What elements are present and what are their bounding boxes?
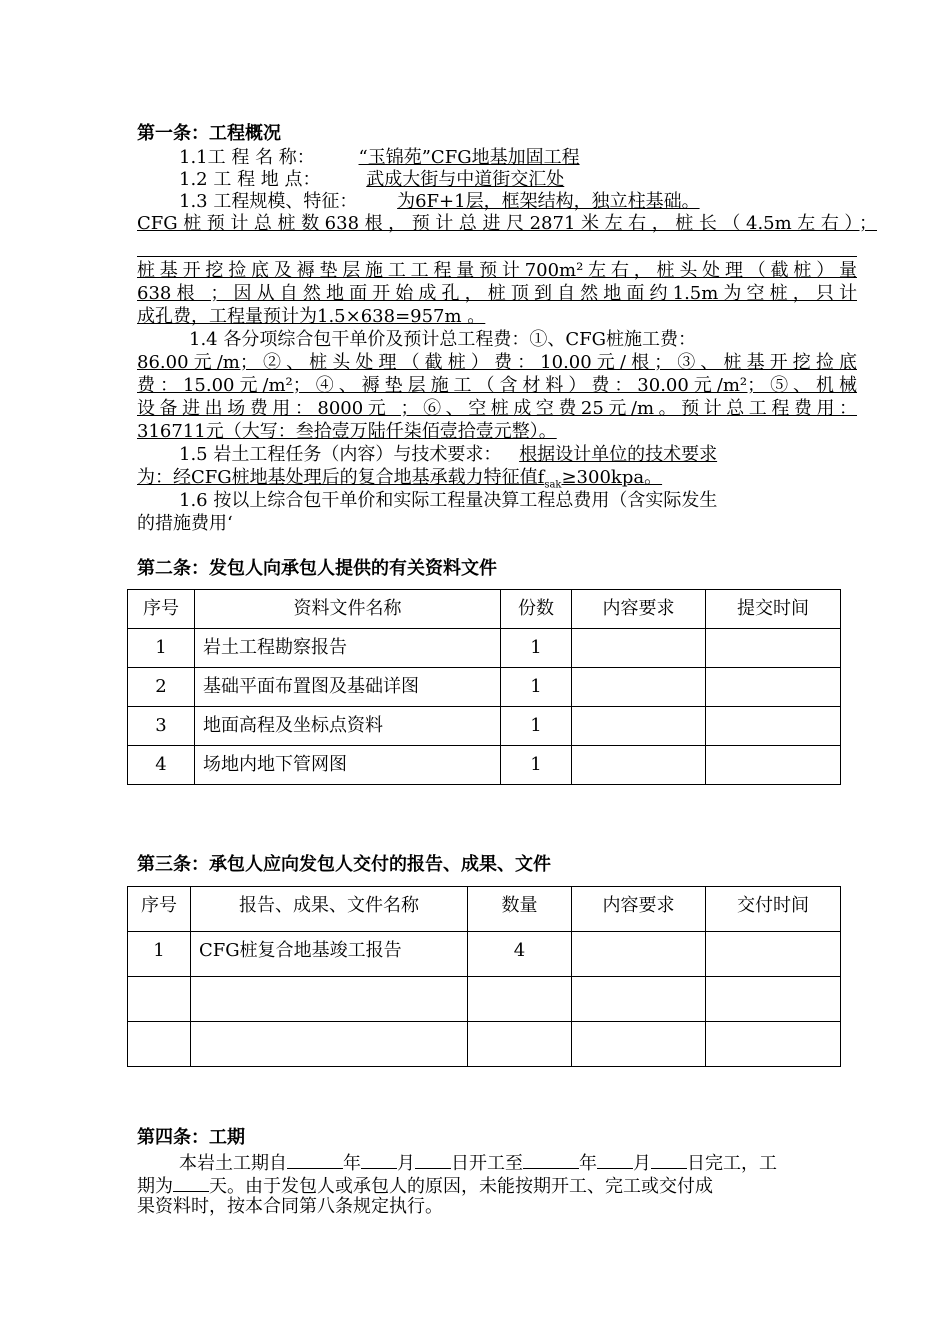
row-content-req: [572, 668, 706, 707]
price-line-5: 316711元（大写：叁拾壹万陆仟柒佰壹拾壹元整）。: [137, 421, 557, 442]
row-copies: 1: [501, 668, 572, 707]
row-submit-time: [706, 746, 841, 785]
end-year-blank[interactable]: [523, 1150, 579, 1169]
row-index: 2: [128, 668, 195, 707]
schedule-line-3: 果资料时，按本合同第八条规定执行。: [137, 1196, 443, 1217]
header-delivery-time: 交付时间: [706, 887, 841, 932]
settlement-line-1: 1.6 按以上综合包干单价和实际工程量决算工程总费用（含实际发生: [179, 490, 718, 511]
excavation-line-2: 638根 ；因从自然地面开始成孔，桩顶到自然地面约1.5m为空桩，只计: [137, 283, 857, 304]
table-row: [128, 746, 841, 785]
project-scale-label: 1.3 工程规模、特征：: [179, 191, 358, 212]
article-1-heading: 第一条：工程概况: [137, 123, 281, 144]
year-label: 年: [343, 1153, 361, 1174]
schedule-line-2: [137, 1173, 857, 1198]
row-index: [128, 977, 191, 1022]
schedule-line-1: [137, 1150, 857, 1175]
row-delivery-time: [706, 932, 841, 977]
excavation-line-3: 成孔费，工程量预计为1.5×638=957m 。: [137, 306, 486, 327]
excavation-line-1: 桩基开挖捡底及褥垫层施工工程量预计700m²左右，桩头处理（截桩）量: [137, 260, 857, 281]
project-name-value: “玉锦苑”CFG地基加固工程: [358, 147, 580, 168]
row-content-req: [572, 932, 706, 977]
tech-requirement-line-1: [137, 444, 857, 466]
end-month-blank[interactable]: [597, 1150, 633, 1169]
project-name-line: [137, 147, 857, 169]
row-index: 1: [128, 629, 195, 668]
header-index: 序号: [128, 887, 191, 932]
settlement-line-2: 的措施费用‘: [137, 513, 233, 534]
row-report-name: [191, 1022, 468, 1067]
row-delivery-time: [706, 977, 841, 1022]
project-scale-value: 为6F+1层，框架结构，独立柱基础。: [397, 191, 700, 212]
tech-requirement-label: 1.5 岩土工程任务（内容）与技术要求：: [179, 444, 502, 465]
header-index: 序号: [128, 590, 195, 629]
deliverables-table: [127, 886, 841, 1067]
row-report-name: CFG桩复合地基竣工报告: [191, 932, 468, 977]
table-row: [128, 668, 841, 707]
row-submit-time: [706, 668, 841, 707]
row-submit-time: [706, 707, 841, 746]
row-content-req: [572, 746, 706, 785]
schedule-text: 日完工，工: [687, 1153, 777, 1174]
row-report-name: [191, 977, 468, 1022]
project-scale-line: [137, 191, 857, 213]
schedule-text: 本岩土工期自: [179, 1153, 287, 1174]
price-line-1: 1.4 各分项综合包干单价及预计总工程费：①、CFG桩施工费：: [189, 329, 696, 350]
table-row: [128, 977, 841, 1022]
provided-documents-table: [127, 589, 841, 785]
month-label: 月: [397, 1153, 415, 1174]
row-quantity: [468, 1022, 572, 1067]
header-content-req: 内容要求: [572, 887, 706, 932]
row-content-req: [572, 629, 706, 668]
tech-requirement-value: 根据设计单位的技术要求: [519, 444, 718, 465]
duration-days-blank[interactable]: [173, 1173, 209, 1192]
row-doc-name: 岩土工程勘察报告: [195, 629, 501, 668]
header-quantity: 数量: [468, 887, 572, 932]
schedule-text: 天。由于发包人或承包人的原因，未能按期开工、完工或交付成: [209, 1176, 713, 1197]
tech-requirement-line-2: 为：经CFG桩地基处理后的复合地基承载力特征值$f_{sak}\ge 300kpa$。: [137, 467, 663, 491]
header-report-name: 报告、成果、文件名称: [191, 887, 468, 932]
row-copies: 1: [501, 707, 572, 746]
start-month-blank[interactable]: [361, 1150, 397, 1169]
header-copies: 份数: [501, 590, 572, 629]
table-row: [128, 629, 841, 668]
row-delivery-time: [706, 1022, 841, 1067]
row-index: 4: [128, 746, 195, 785]
project-name-label: 1.1工 程 名 称：: [179, 147, 315, 168]
header-submit-time: 提交时间: [706, 590, 841, 629]
table-header-row: [128, 590, 841, 629]
row-content-req: [572, 977, 706, 1022]
row-quantity: [468, 977, 572, 1022]
project-location-line: [137, 169, 857, 191]
row-copies: 1: [501, 629, 572, 668]
month-label: 月: [633, 1153, 651, 1174]
table-row: [128, 1022, 841, 1067]
header-doc-name: 资料文件名称: [195, 590, 501, 629]
blank-underline: [137, 256, 857, 257]
row-index: [128, 1022, 191, 1067]
table-row: [128, 932, 841, 977]
row-submit-time: [706, 629, 841, 668]
row-copies: 1: [501, 746, 572, 785]
table-header-row: [128, 887, 841, 932]
year-label: 年: [579, 1153, 597, 1174]
row-content-req: [572, 707, 706, 746]
row-doc-name: 基础平面布置图及基础详图: [195, 668, 501, 707]
article-2-heading: 第二条：发包人向承包人提供的有关资料文件: [137, 558, 497, 579]
start-day-blank[interactable]: [415, 1150, 451, 1169]
table-row: [128, 707, 841, 746]
project-location-value: 武成大街与中道街交汇处: [366, 169, 565, 190]
row-content-req: [572, 1022, 706, 1067]
price-line-4: 设备进出场费用：8000元 ；⑥、空桩成空费25元/m。预计总工程费用：: [137, 398, 857, 419]
row-index: 1: [128, 932, 191, 977]
start-year-blank[interactable]: [287, 1150, 343, 1169]
header-content-req: 内容要求: [572, 590, 706, 629]
project-location-label: 1.2 工 程 地 点：: [179, 169, 321, 190]
schedule-text: 期为: [137, 1176, 173, 1197]
row-index: 3: [128, 707, 195, 746]
row-doc-name: 场地内地下管网图: [195, 746, 501, 785]
row-doc-name: 地面高程及坐标点资料: [195, 707, 501, 746]
article-3-heading: 第三条：承包人应向发包人交付的报告、成果、文件: [137, 854, 551, 875]
price-line-2: 86.00元/m；②、桩头处理（截桩）费：10.00元/根；③、桩基开挖捡底: [137, 352, 857, 373]
schedule-text: 日开工至: [451, 1153, 523, 1174]
pile-summary-line: CFG桩预计总桩数638根，预计总进尺2871米左右，桩长（4.5m左右）；: [137, 213, 877, 234]
article-4-heading: 第四条：工期: [137, 1127, 245, 1148]
row-quantity: 4: [468, 932, 572, 977]
price-line-3: 费：15.00元/m²；④、褥垫层施工（含材料）费：30.00元/m²；⑤、机械: [137, 375, 857, 396]
end-day-blank[interactable]: [651, 1150, 687, 1169]
